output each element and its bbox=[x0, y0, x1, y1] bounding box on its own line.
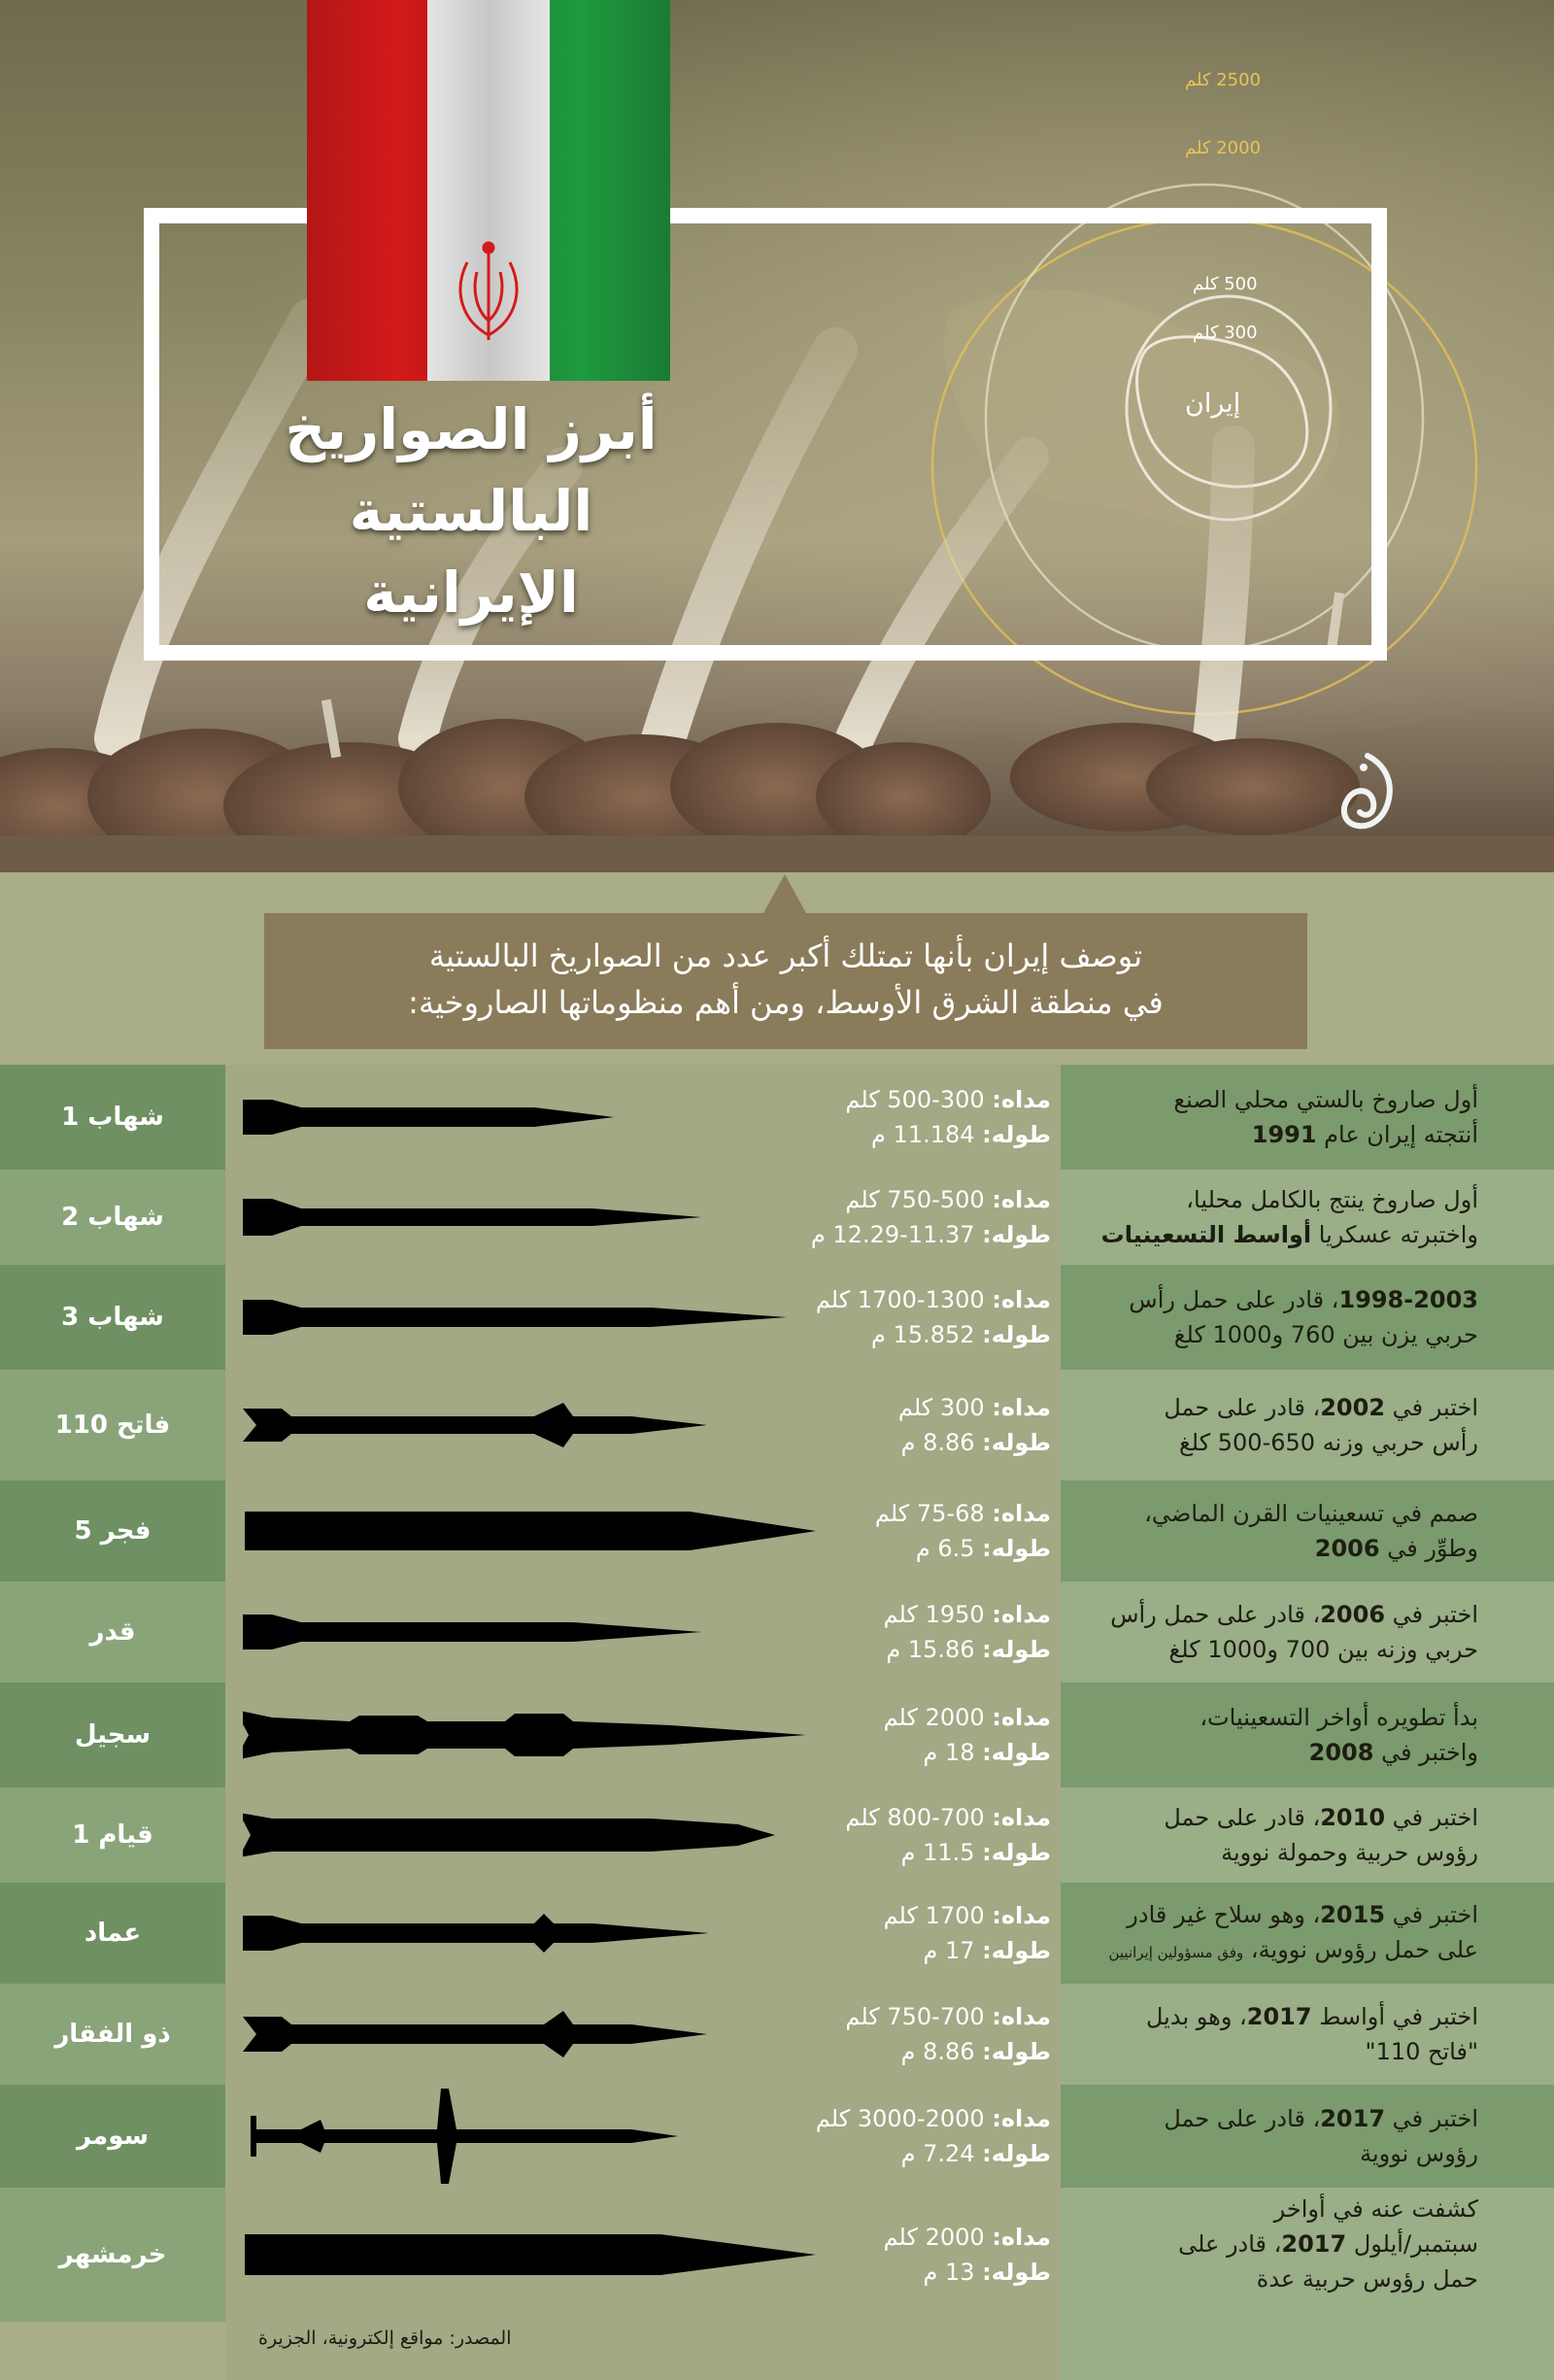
desc-bold: 2006 bbox=[1320, 1601, 1386, 1628]
missile-name: خرمشهر bbox=[0, 2188, 225, 2322]
hero-banner bbox=[0, 0, 1554, 872]
desc-text: على حمل رؤوس نووية، bbox=[1243, 1935, 1478, 1963]
title-line-1: أبرز الصواريخ bbox=[285, 396, 658, 462]
missile-name: ذو الفقار bbox=[0, 1984, 225, 2085]
missile-length: 6.5 م bbox=[915, 1535, 975, 1562]
missile-row-shahab-1 bbox=[0, 1065, 1554, 1170]
desc-text: ، قادر على حمل bbox=[1164, 2105, 1321, 2132]
missile-length: 15.86 م bbox=[886, 1636, 975, 1663]
range-label-2500: 2500 كلم bbox=[1185, 70, 1262, 90]
desc-line bbox=[1061, 1531, 1478, 1566]
desc-line bbox=[1061, 1217, 1478, 1252]
missile-range: 68-75 كلم bbox=[874, 1500, 985, 1527]
missile-description bbox=[1061, 2085, 1554, 2188]
missile-row-fajr-5 bbox=[0, 1480, 1554, 1581]
missile-silhouette-icon bbox=[243, 1984, 826, 2085]
intro-box bbox=[264, 913, 1307, 1049]
missile-silhouette-icon bbox=[243, 1065, 826, 1170]
desc-text: ، قادر على حمل رأس bbox=[1110, 1601, 1321, 1628]
missile-name: شهاب 3 bbox=[0, 1265, 225, 1370]
length-key: طوله: bbox=[982, 1121, 1051, 1148]
missile-length: 8.86 م bbox=[900, 1429, 975, 1456]
desc-line: حربي يزن بين 760 و1000 كلغ bbox=[1173, 1321, 1478, 1348]
missile-description bbox=[1061, 1883, 1554, 1984]
source-note: المصدر: مواقع إلكترونية، الجزيرة bbox=[258, 2328, 512, 2349]
missile-row-qiam-1 bbox=[0, 1787, 1554, 1883]
missile-description bbox=[1061, 1787, 1554, 1883]
range-key: مداه: bbox=[992, 2003, 1051, 2030]
range-key: مداه: bbox=[992, 1086, 1051, 1113]
missile-row-soumar bbox=[0, 2085, 1554, 2188]
desc-bold: 2010 bbox=[1320, 1804, 1386, 1831]
missile-range: 2000 كلم bbox=[883, 2224, 985, 2251]
desc-line bbox=[1061, 2101, 1478, 2136]
main-title bbox=[243, 389, 699, 633]
desc-text: اختبر في bbox=[1385, 1601, 1478, 1628]
desc-bold: أواسط التسعينيات bbox=[1100, 1221, 1312, 1248]
desc-text: واختبرته عسكريا bbox=[1311, 1221, 1478, 1248]
desc-bold: 1991 bbox=[1251, 1121, 1317, 1148]
desc-text: ، قادر على bbox=[1178, 2230, 1282, 2258]
missile-name: فاتح 110 bbox=[0, 1370, 225, 1480]
missile-silhouette-icon bbox=[243, 1170, 826, 1265]
missile-silhouette-icon bbox=[243, 1265, 826, 1370]
range-key: مداه: bbox=[992, 1601, 1051, 1628]
missile-spec bbox=[787, 1581, 1051, 1683]
missile-range: 700-800 كلم bbox=[845, 1804, 985, 1831]
desc-text: ، قادر على حمل رأس bbox=[1129, 1286, 1339, 1313]
desc-line: أول صاروخ بالستي محلي الصنع bbox=[1173, 1086, 1478, 1113]
desc-line: صمم في تسعينيات القرن الماضي، bbox=[1144, 1500, 1478, 1527]
missile-spec bbox=[787, 1480, 1051, 1581]
desc-bold: 2006 bbox=[1314, 1535, 1380, 1562]
missile-spec bbox=[787, 1170, 1051, 1265]
missile-name: فجر 5 bbox=[0, 1480, 225, 1581]
missile-range: 1950 كلم bbox=[883, 1601, 985, 1628]
missile-silhouette-icon bbox=[243, 1787, 826, 1883]
missile-silhouette-icon bbox=[243, 1480, 826, 1581]
range-key: مداه: bbox=[992, 1902, 1051, 1929]
range-key: مداه: bbox=[992, 1394, 1051, 1421]
missile-spec bbox=[787, 2188, 1051, 2322]
length-key: طوله: bbox=[982, 2038, 1051, 2065]
missile-row-qadr bbox=[0, 1581, 1554, 1683]
desc-text: وطوِّر في bbox=[1379, 1535, 1478, 1562]
desc-line bbox=[1061, 1932, 1478, 1970]
missile-row-khorramshahr bbox=[0, 2188, 1554, 2380]
missile-row-fateh-110 bbox=[0, 1370, 1554, 1480]
length-key: طوله: bbox=[982, 1839, 1051, 1866]
desc-text: اختبر في أواسط bbox=[1311, 2003, 1478, 2030]
range-key: مداه: bbox=[992, 1704, 1051, 1731]
desc-line bbox=[1061, 1117, 1478, 1152]
desc-bold: 2002 bbox=[1320, 1394, 1386, 1421]
range-key: مداه: bbox=[992, 1500, 1051, 1527]
desc-bold: 2017 bbox=[1246, 2003, 1312, 2030]
missile-description bbox=[1061, 1065, 1554, 1170]
missile-name: قدر bbox=[0, 1581, 225, 1683]
range-key: مداه: bbox=[992, 1286, 1051, 1313]
missile-range: 300 كلم bbox=[897, 1394, 985, 1421]
desc-text: أنتجته إيران عام bbox=[1316, 1121, 1478, 1148]
missile-length: 18 م bbox=[923, 1739, 975, 1766]
missile-silhouette-icon bbox=[243, 1883, 826, 1984]
missile-range: 2000-3000 كلم bbox=[815, 2105, 985, 2132]
desc-line: حمل رؤوس حربية عدة bbox=[1256, 2265, 1478, 2293]
missile-description bbox=[1061, 1480, 1554, 1581]
desc-line bbox=[1061, 1897, 1478, 1932]
intro-line-2: في منطقة الشرق الأوسط، ومن أهم منظوماتها الصاروخية: bbox=[408, 984, 1164, 1021]
desc-bold: 2017 bbox=[1320, 2105, 1386, 2132]
missile-length: 11.37-12.29 م bbox=[810, 1221, 975, 1248]
desc-text: ، وهو سلاح غير قادر bbox=[1127, 1900, 1321, 1928]
length-key: طوله: bbox=[982, 1937, 1051, 1964]
desc-text: سبتمبر/أيلول bbox=[1346, 2230, 1478, 2258]
missile-description bbox=[1061, 2188, 1554, 2380]
desc-line bbox=[1061, 1999, 1478, 2034]
desc-text: اختبر في bbox=[1385, 1804, 1478, 1831]
desc-text: ، قادر على حمل bbox=[1164, 1394, 1321, 1421]
iran-flag bbox=[307, 0, 670, 381]
desc-line bbox=[1061, 1597, 1478, 1632]
missile-description bbox=[1061, 1265, 1554, 1370]
range-label-300: 300 كلم bbox=[1193, 323, 1258, 343]
desc-line bbox=[1061, 1282, 1478, 1317]
missile-length: 8.86 م bbox=[900, 2038, 975, 2065]
desc-line: رأس حربي وزنه 650-500 كلغ bbox=[1178, 1429, 1478, 1456]
desc-text: ، قادر على حمل bbox=[1164, 1804, 1321, 1831]
missile-description bbox=[1061, 1683, 1554, 1787]
missile-spec bbox=[787, 1370, 1051, 1480]
range-key: مداه: bbox=[992, 2224, 1051, 2251]
missile-spec bbox=[787, 1065, 1051, 1170]
aljazeera-logo-icon bbox=[1329, 750, 1406, 833]
missile-name: سومر bbox=[0, 2085, 225, 2188]
desc-line: حربي وزنه بين 700 و1000 كلغ bbox=[1168, 1636, 1478, 1663]
length-key: طوله: bbox=[982, 2140, 1051, 2167]
length-key: طوله: bbox=[982, 1739, 1051, 1766]
missile-row-shahab-3 bbox=[0, 1265, 1554, 1370]
range-key: مداه: bbox=[992, 1804, 1051, 1831]
missile-row-emad bbox=[0, 1883, 1554, 1984]
missile-silhouette-icon bbox=[243, 2085, 826, 2188]
map-label-iran: إيران bbox=[1185, 389, 1241, 419]
missile-silhouette-icon bbox=[243, 1370, 826, 1480]
desc-bold: 2017 bbox=[1281, 2230, 1347, 2258]
missiles-table bbox=[0, 1065, 1554, 2380]
desc-text: اختبر في bbox=[1385, 2105, 1478, 2132]
missile-spec bbox=[787, 1265, 1051, 1370]
desc-line bbox=[1061, 1735, 1478, 1770]
length-key: طوله: bbox=[982, 2259, 1051, 2286]
missile-spec bbox=[787, 2085, 1051, 2188]
missile-name: عماد bbox=[0, 1883, 225, 1984]
desc-text: واختبر في bbox=[1373, 1739, 1478, 1766]
missile-length: 17 م bbox=[923, 1937, 975, 1964]
desc-text: ، وهو بديل bbox=[1146, 2003, 1247, 2030]
desc-bold: 1998-2003 bbox=[1338, 1286, 1478, 1313]
title-line-2: البالستية bbox=[349, 478, 593, 544]
missile-row-zolfaghar bbox=[0, 1984, 1554, 2085]
intro-line-1: توصف إيران بأنها تمتلك أكبر عدد من الصواريخ البالستية bbox=[428, 937, 1143, 974]
length-key: طوله: bbox=[982, 1535, 1051, 1562]
missile-silhouette-icon bbox=[243, 2188, 826, 2322]
missile-length: 11.5 م bbox=[900, 1839, 975, 1866]
desc-line bbox=[1061, 1390, 1478, 1425]
missile-name: شهاب 1 bbox=[0, 1065, 225, 1170]
missile-name: شهاب 2 bbox=[0, 1170, 225, 1265]
missile-description bbox=[1061, 1581, 1554, 1683]
desc-line: بدأ تطويره أواخر التسعينيات، bbox=[1199, 1704, 1478, 1731]
title-line-3: الإيرانية bbox=[363, 560, 579, 626]
desc-line bbox=[1061, 2227, 1478, 2261]
range-key: مداه: bbox=[992, 1186, 1051, 1213]
desc-line bbox=[1061, 1800, 1478, 1835]
missile-row-sejjil bbox=[0, 1683, 1554, 1787]
desc-text: اختبر في bbox=[1385, 1394, 1478, 1421]
missile-name: سجيل bbox=[0, 1683, 225, 1787]
desc-text: اختبر في bbox=[1385, 1900, 1478, 1928]
length-key: طوله: bbox=[982, 1636, 1051, 1663]
length-key: طوله: bbox=[982, 1429, 1051, 1456]
missile-row-shahab-2 bbox=[0, 1170, 1554, 1265]
desc-line: أول صاروخ ينتج بالكامل محليا، bbox=[1186, 1186, 1478, 1213]
range-label-2000: 2000 كلم bbox=[1185, 138, 1262, 158]
missile-range: 1300-1700 كلم bbox=[815, 1286, 985, 1313]
missile-range: 500-750 كلم bbox=[845, 1186, 985, 1213]
missile-length: 7.24 م bbox=[900, 2140, 975, 2167]
desc-line: "فاتح 110" bbox=[1365, 2038, 1478, 2065]
missile-length: 11.184 م bbox=[871, 1121, 975, 1148]
missile-silhouette-icon bbox=[243, 1581, 826, 1683]
missile-name: قيام 1 bbox=[0, 1787, 225, 1883]
missile-spec bbox=[787, 1984, 1051, 2085]
missile-silhouette-icon bbox=[243, 1683, 826, 1787]
missile-length: 13 م bbox=[923, 2259, 975, 2286]
missile-range: 1700 كلم bbox=[883, 1902, 985, 1929]
intro-section bbox=[0, 872, 1554, 1065]
missile-spec bbox=[787, 1787, 1051, 1883]
desc-bold: 2015 bbox=[1320, 1900, 1386, 1928]
missile-description bbox=[1061, 1984, 1554, 2085]
desc-line: كشفت عنه في أواخر bbox=[1273, 2195, 1478, 2223]
length-key: طوله: bbox=[982, 1221, 1051, 1248]
missile-spec bbox=[787, 1683, 1051, 1787]
desc-line: رؤوس حربية وحمولة نووية bbox=[1221, 1839, 1478, 1866]
missile-length: 15.852 م bbox=[871, 1321, 975, 1348]
missile-range: 700-750 كلم bbox=[845, 2003, 985, 2030]
desc-line: رؤوس نووية bbox=[1360, 2140, 1478, 2167]
missile-description bbox=[1061, 1170, 1554, 1265]
ground bbox=[0, 835, 1554, 872]
range-key: مداه: bbox=[992, 2105, 1051, 2132]
desc-note: وفق مسؤولين إيرانيين bbox=[1108, 1943, 1244, 1961]
missile-description bbox=[1061, 1370, 1554, 1480]
length-key: طوله: bbox=[982, 1321, 1051, 1348]
missile-spec bbox=[787, 1883, 1051, 1984]
missile-range: 2000 كلم bbox=[883, 1704, 985, 1731]
intro-pointer bbox=[763, 874, 806, 913]
desc-bold: 2008 bbox=[1308, 1739, 1374, 1766]
range-label-500: 500 كلم bbox=[1193, 274, 1258, 294]
missile-range: 300-500 كلم bbox=[845, 1086, 985, 1113]
